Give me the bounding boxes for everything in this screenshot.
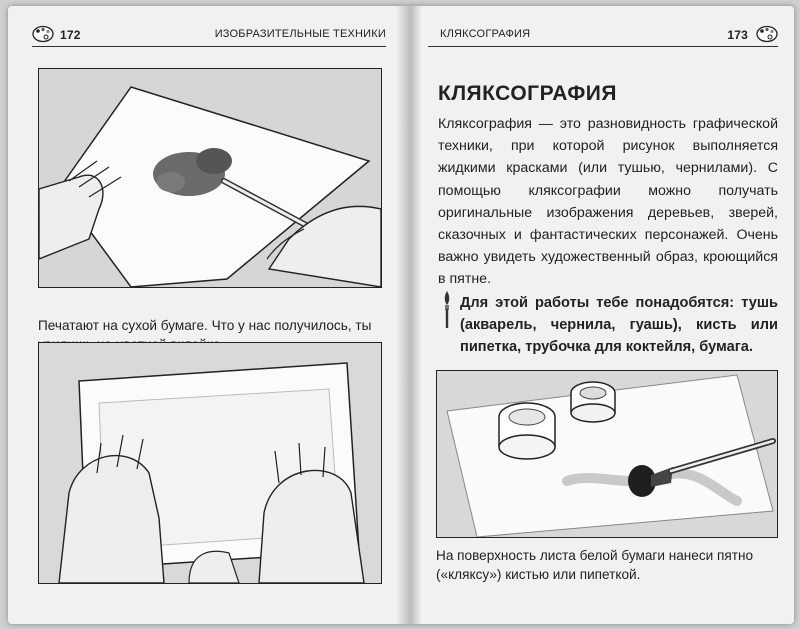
right-header-rule: [428, 46, 778, 47]
page-title: КЛЯКСОГРАФИЯ: [438, 82, 617, 105]
palette-icon: [756, 25, 778, 43]
left-caption: Печатают на сухой бумаге. Что у нас получилось, ты: [38, 317, 372, 333]
palette-icon: [32, 25, 54, 43]
left-page-header: [32, 28, 386, 44]
body-paragraph: Кляксография — это разновидность графической техники, при которой рисунок выполняется жидкими красками (или тушью, чернилами). С помощью кляксографии можно получать оригинальные изображения деревьев, зверей, сказочных и фантастических персонажей. Очень важно увидеть художественный образ, кроющийся в пятне.: [438, 116, 778, 288]
right-page-number: 173: [727, 28, 748, 42]
left-running-header: ИЗОБРАЗИТЕЛЬНЫЕ ТЕХНИКИ: [214, 28, 386, 40]
brush-icon: [438, 290, 456, 328]
left-page-number: 172: [60, 28, 81, 42]
book-spread: [8, 6, 794, 624]
book-gutter: [396, 6, 422, 624]
right-page-header: [428, 28, 778, 44]
left-header-rule: [32, 46, 386, 47]
materials-list: Для этой работы тебе понадобятся: тушь (акварель, чернила, гуашь), кисть или пипетка, трубочка для коктейля, бумага.: [460, 295, 778, 356]
illustration-hands-lifting-sheet: [38, 342, 382, 584]
right-running-header: КЛЯКСОГРАФИЯ: [440, 28, 531, 40]
illustration-hands-brush-blot: [38, 68, 382, 288]
illustration-jars-brush-blot: [436, 370, 778, 538]
right-caption: На поверхность листа белой бумаги нанеси пятно («кляксу») кистью или пипеткой.: [436, 548, 754, 582]
